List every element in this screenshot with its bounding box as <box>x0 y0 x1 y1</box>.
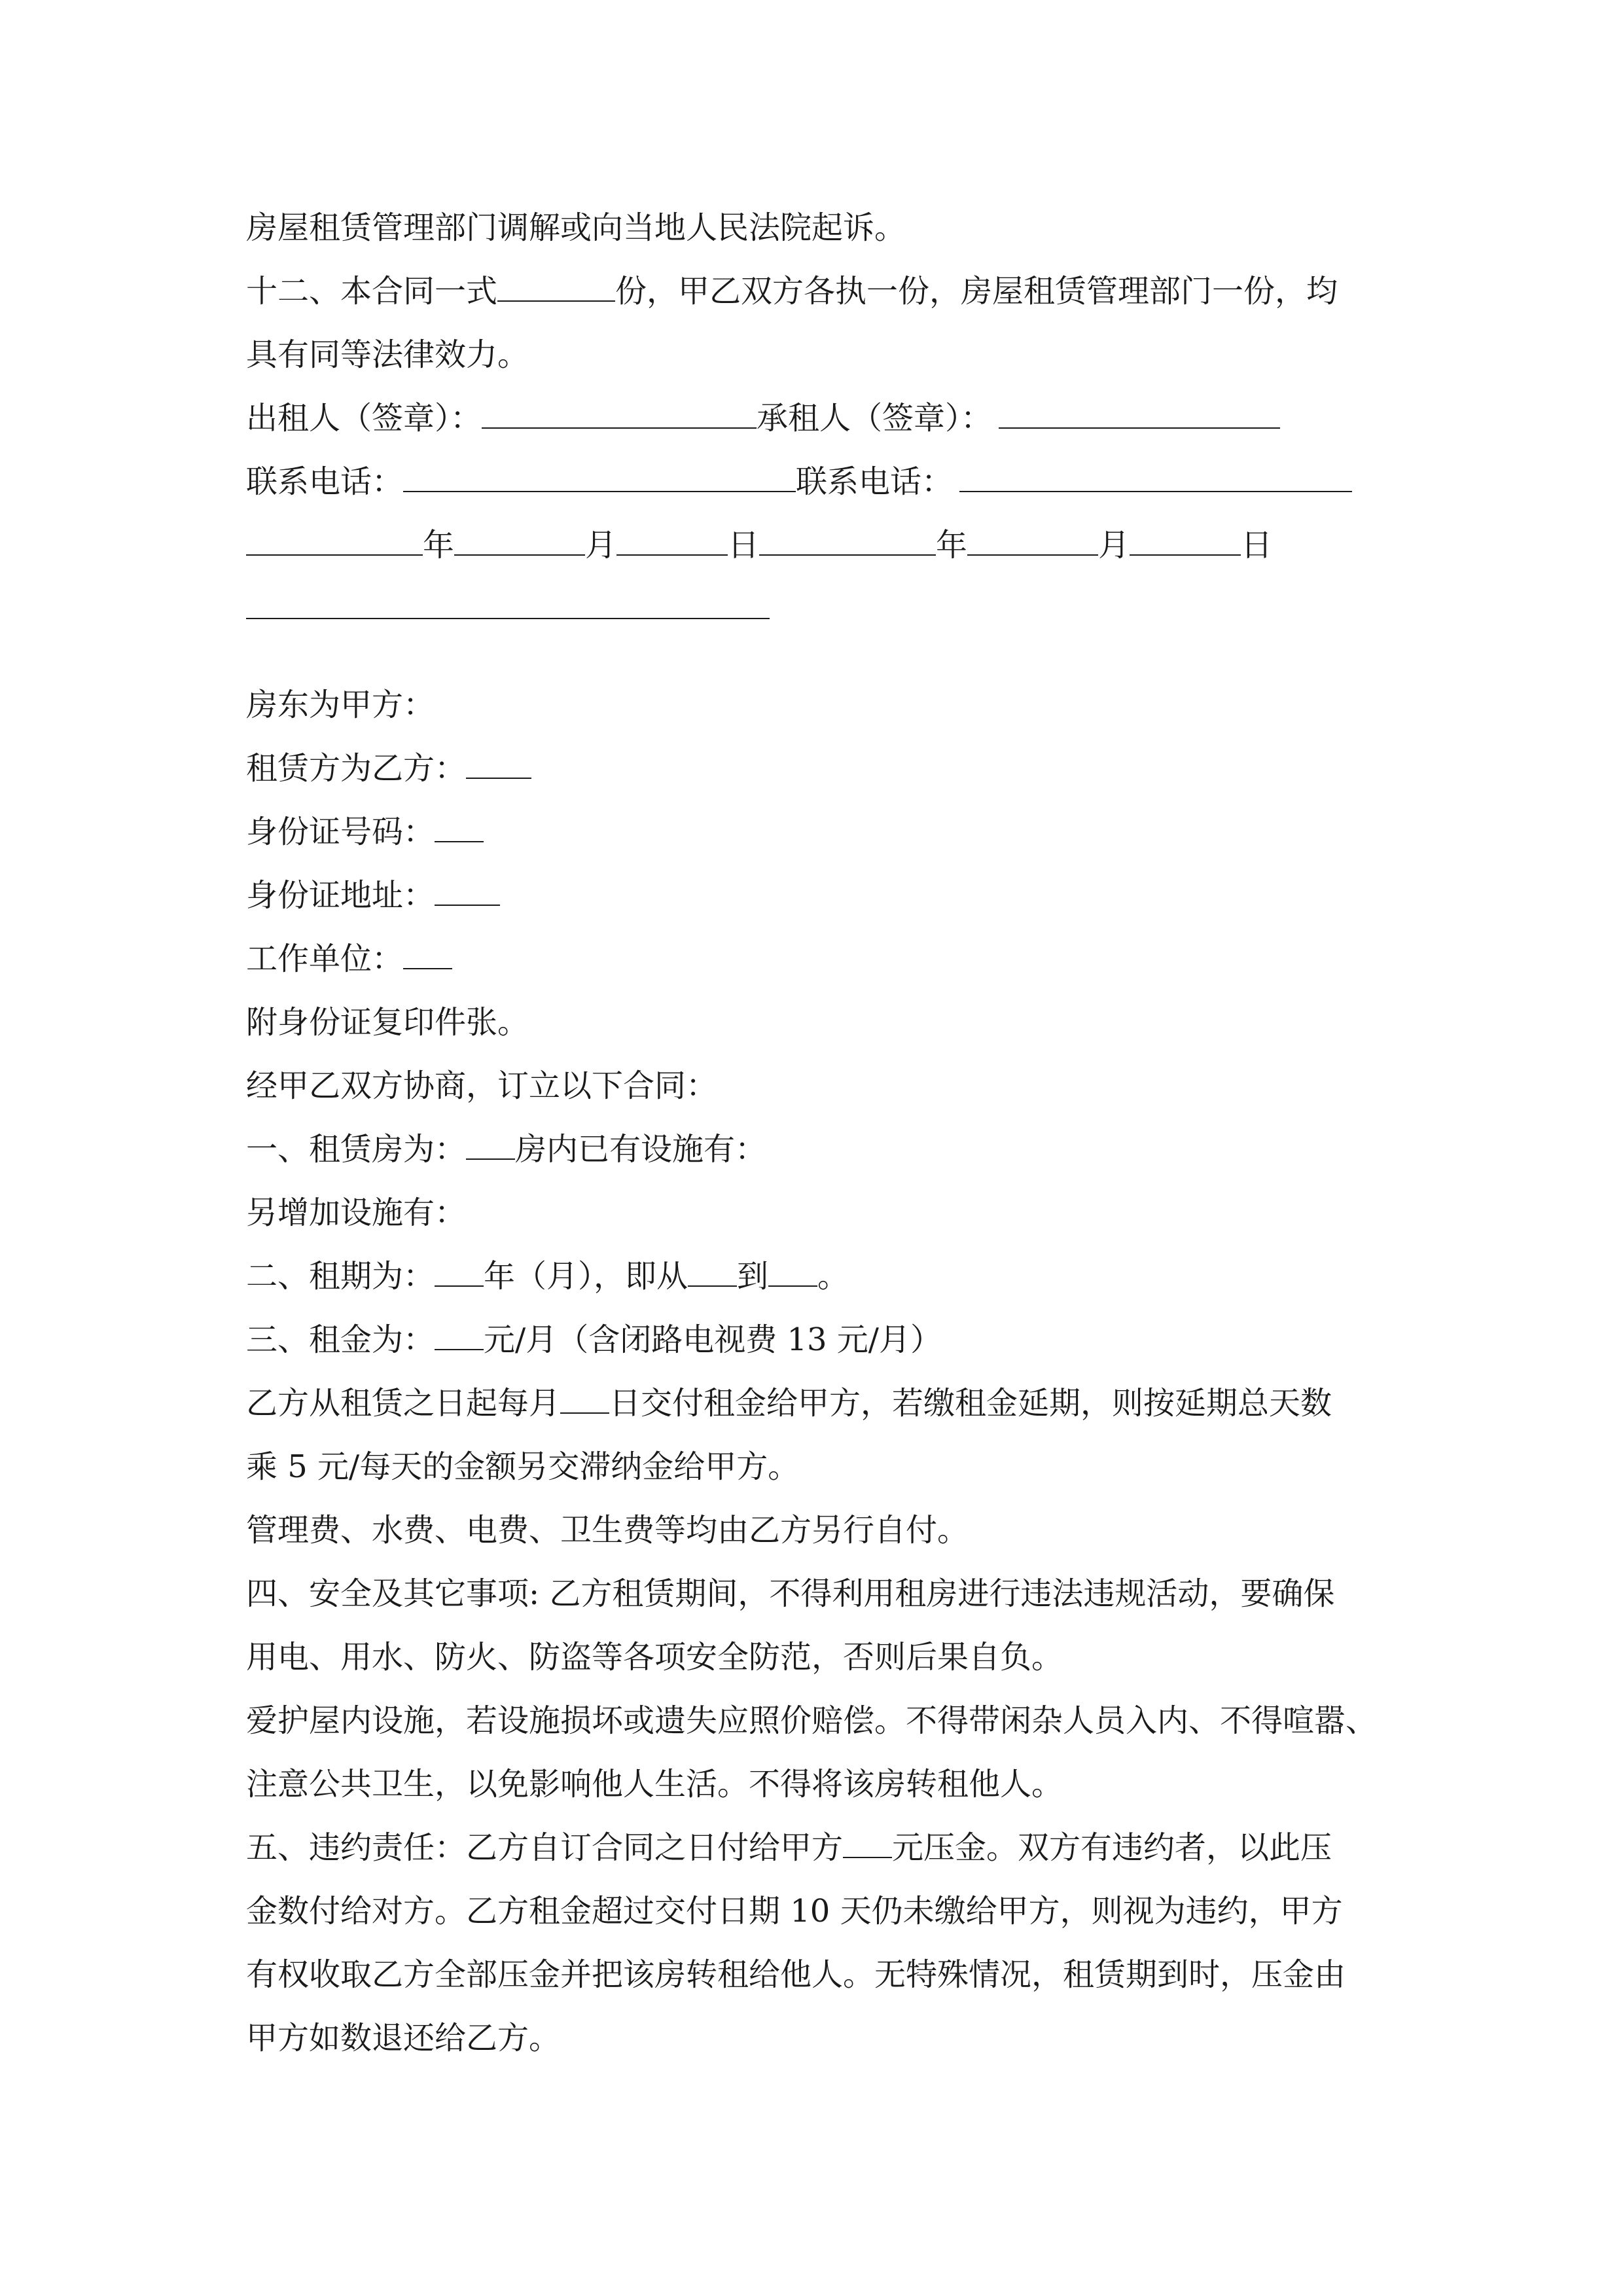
paragraph: 乙方从租赁之日起每月 日交付租金给甲方，若缴租金延期，则按延期总天数 <box>246 1385 1332 1422</box>
document-body <box>246 196 1398 2070</box>
blank-lessee-phone <box>959 467 1352 492</box>
paragraph: 租赁方为乙方： <box>246 737 1398 800</box>
blank-lessor-signature <box>482 404 757 429</box>
paragraph: 身份证地址： <box>246 864 1398 927</box>
blank-rent <box>435 1325 484 1350</box>
paragraph: 有权收取乙方全部压金并把该房转租给他人。无特殊情况，租赁期到时，压金由 <box>246 1956 1346 1993</box>
blank-id-number <box>435 817 484 842</box>
blank-work-unit <box>403 944 452 969</box>
clause-5: 五、违约责任：乙方自订合同之日付给甲方 元压金。双方有违约者，以此压 <box>246 1829 1332 1866</box>
paragraph: 爱护屋内设施，若设施损坏或遗失应照价赔偿。不得带闲杂人员入内、不得喧嚣、 <box>246 1702 1378 1739</box>
paragraph: 经甲乙双方协商，订立以下合同： <box>246 1067 718 1104</box>
paragraph: 具有同等法律效力。 <box>246 336 529 373</box>
paragraph: 注意公共卫生，以免影响他人生活。不得将该房转租他人。 <box>246 1766 1063 1803</box>
blank-year <box>246 531 423 556</box>
paragraph: 房屋租赁管理部门调解或向当地人民法院起诉。 <box>246 209 906 246</box>
paragraph: 工作单位： <box>246 927 1398 991</box>
separator-line <box>246 577 1398 641</box>
clause-4: 四、安全及其它事项: 乙方租赁期间，不得利用租房进行违法违规活动，要确保 <box>246 1575 1335 1612</box>
clause-3: 三、租金为： 元/月（含闭路电视费 13 元/月） <box>246 1321 942 1358</box>
spacer <box>246 641 1398 673</box>
blank-lessor-phone <box>403 467 796 492</box>
blank-day <box>616 531 728 556</box>
paragraph: 乘 5 元/每天的金额另交滞纳金给甲方。 <box>246 1448 800 1485</box>
paragraph: 金数付给对方。乙方租金超过交付日期 10 天仍未缴给甲方，则视为违约，甲方 <box>246 1893 1343 1929</box>
blank-id-address <box>435 881 500 906</box>
clause-2: 二、租期为： 年（月），即从 到 。 <box>246 1258 849 1295</box>
divider <box>246 592 770 619</box>
blank-day <box>1130 531 1241 556</box>
signature-line: 出租人（签章）： 承租人（签章）： <box>246 387 1398 450</box>
paragraph: 另增加设施有： <box>246 1194 467 1231</box>
blank-month <box>454 531 585 556</box>
blank-copies <box>497 277 615 302</box>
date-line: 年 月 日 年 月 日 <box>246 514 1398 577</box>
blank-month <box>967 531 1098 556</box>
paragraph: 用电、用水、防火、防盗等各项安全防范，否则后果自负。 <box>246 1639 1063 1676</box>
paragraph: 管理费、水费、电费、卫生费等均由乙方另行自付。 <box>246 1512 969 1549</box>
paragraph: 房东为甲方： <box>246 687 435 723</box>
paragraph: 附身份证复印件张。 <box>246 1004 529 1041</box>
paragraph: 十二、本合同一式 份，甲乙双方各执一份，房屋租赁管理部门一份，均 <box>246 273 1338 310</box>
paragraph: 身份证号码： <box>246 800 1398 864</box>
blank-premises <box>466 1135 515 1160</box>
paragraph: 甲方如数退还给乙方。 <box>246 2020 561 2056</box>
blank-end <box>768 1262 817 1287</box>
clause-1: 一、租赁房为： 房内已有设施有： <box>246 1131 767 1168</box>
blank-tenant <box>466 754 531 779</box>
blank-term <box>435 1262 484 1287</box>
blank-deposit <box>843 1833 892 1858</box>
blank-start <box>688 1262 737 1287</box>
blank-pay-day <box>560 1389 609 1414</box>
blank-lessee-signature <box>999 404 1280 429</box>
phone-line: 联系电话： 联系电话： <box>246 450 1398 514</box>
blank-year <box>759 531 936 556</box>
